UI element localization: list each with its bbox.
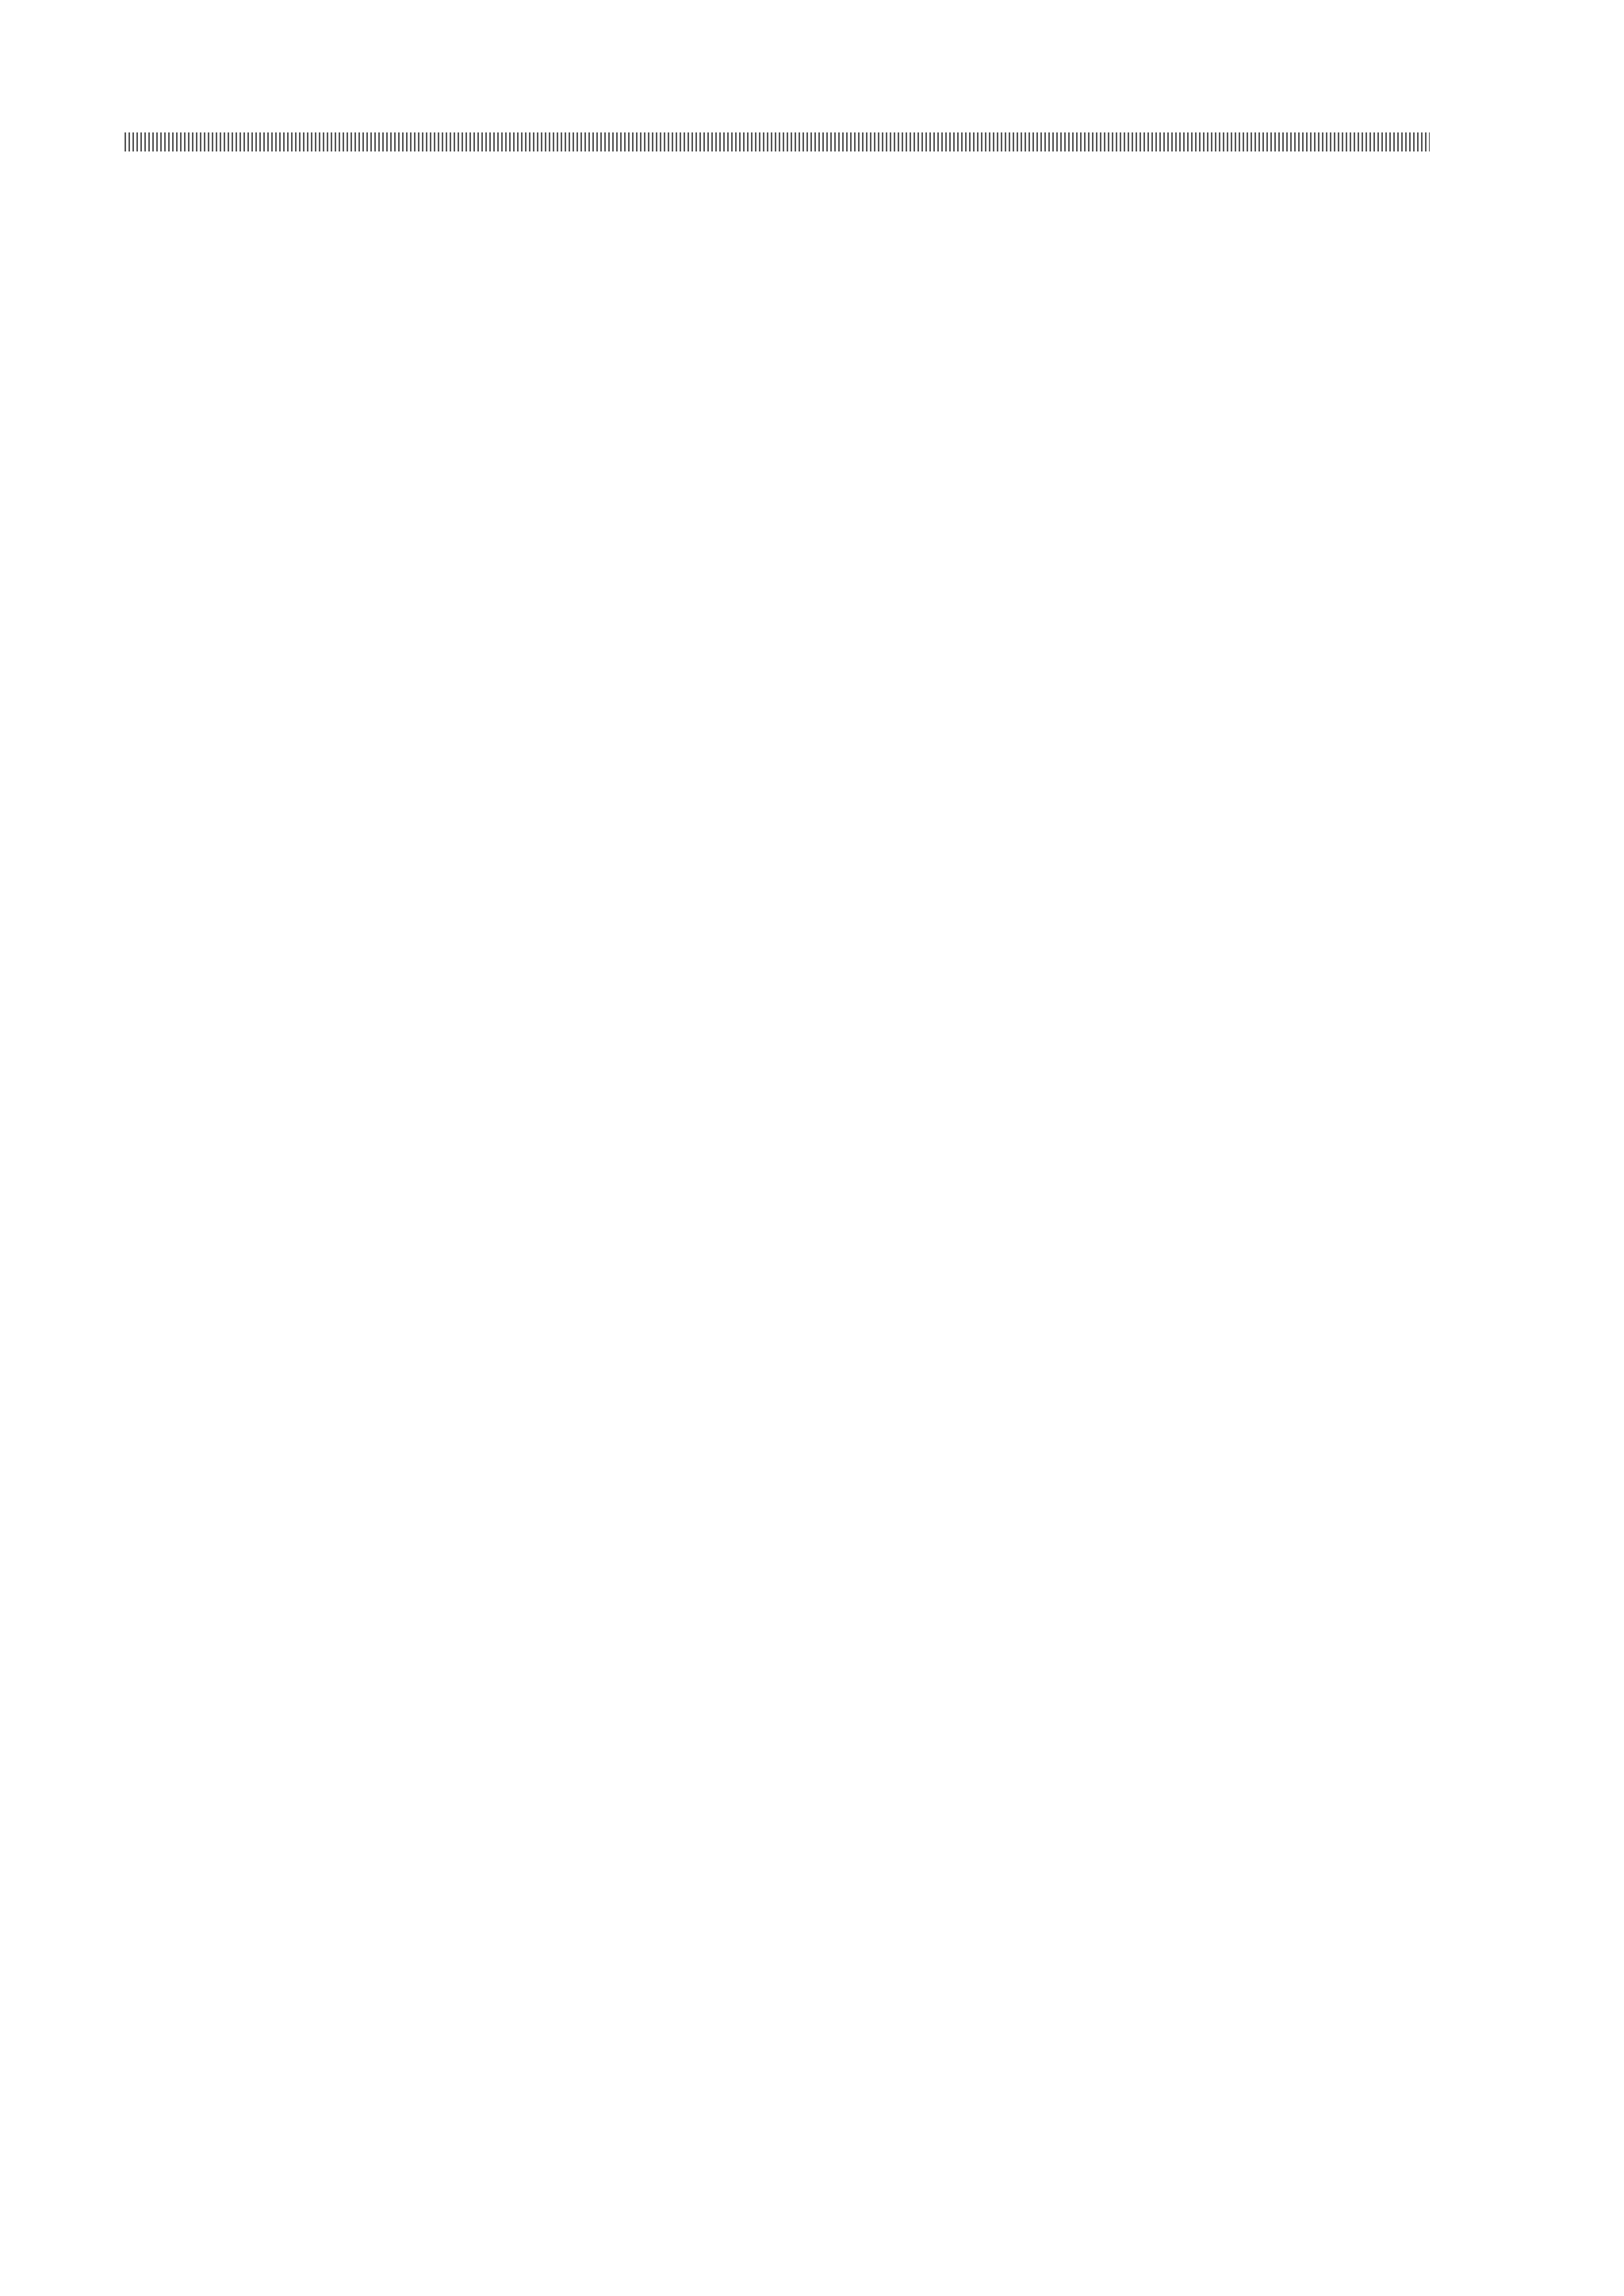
header-rule [124, 132, 1430, 151]
